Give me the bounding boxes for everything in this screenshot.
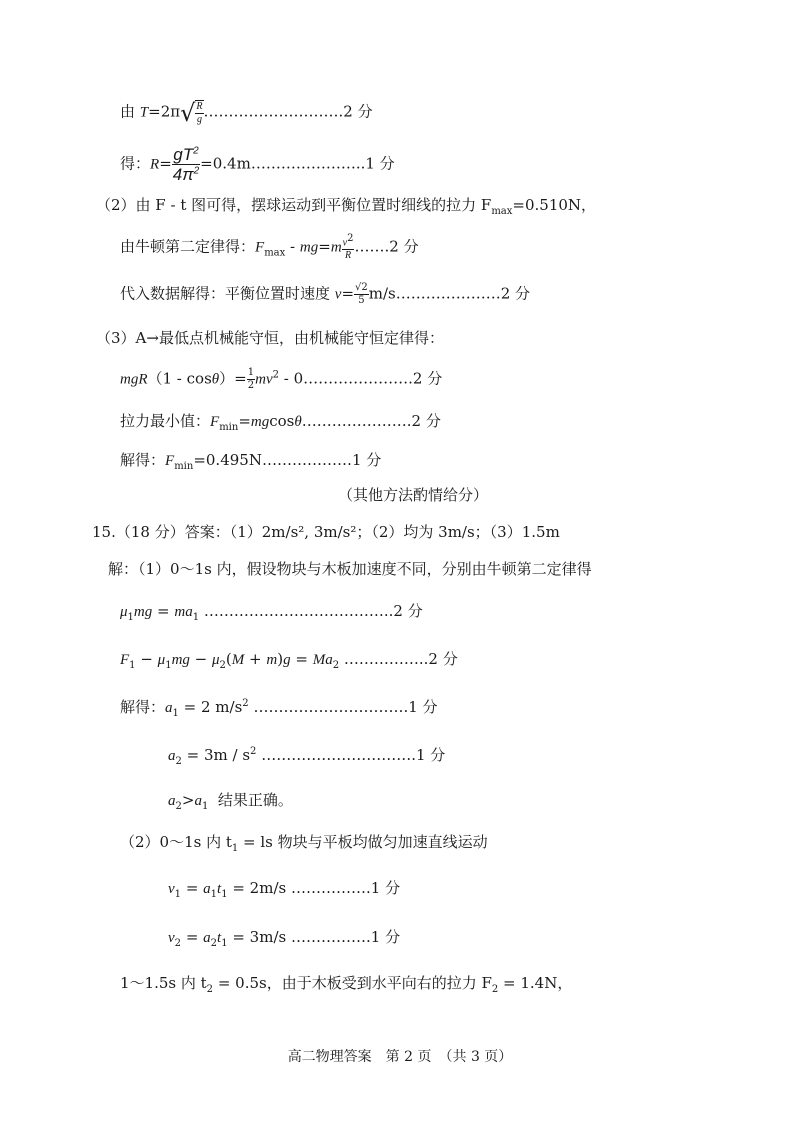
sqrt-expression: √ $\frac{R}{g}$ <box>180 98 203 127</box>
formula-period: 由 T=2π √ $\frac{R}{g}$ ……………………….2 分 <box>120 98 373 127</box>
leader-dots: ……………… <box>261 451 352 469</box>
fraction-gT2-4pi2: $\frac{gT^2}{4\pi^2}$ <box>172 145 200 184</box>
leader-dots: …………………. <box>303 369 413 388</box>
fraction-v2-R: $\frac{v^2}{R}$ <box>342 233 354 262</box>
equation-board: $F_1 - \mu_1mg - \mu_2(M + m)g = Ma_2$ ……………..2 分 <box>120 650 458 671</box>
text-prefix: 由 <box>120 102 140 121</box>
score: 2 分 <box>412 369 443 388</box>
text-prefix: 代入数据解得：平衡位置时速度 <box>120 284 335 303</box>
part-2-motion <box>120 833 488 855</box>
subscript: 1 <box>231 843 239 854</box>
text: （2）由 F - t 图可得，摆球运动到平衡位置时细线的拉力 F <box>96 196 492 214</box>
equation-block: $\mu_1mg = ma_1$ ………………………………..2 分 <box>120 602 423 623</box>
leader-dots: ………………………. <box>203 102 344 121</box>
leader-dots: …………………. <box>301 412 412 430</box>
text-prefix: 拉力最小值： <box>120 412 211 430</box>
text-prefix: 解得： <box>120 698 166 716</box>
subscript: max <box>491 206 513 217</box>
text: 解：（1）0～1s 内，假设物块与木板加速度不同，分别由牛顿第二定律得 <box>108 560 592 578</box>
velocity-result: 代入数据解得：平衡位置时速度 v= $\frac{√2}{5}$ m/s…………………2 分 <box>120 282 531 306</box>
result-a1: 解得：$a_1 = 2$ $m/s^2$ ………………………….1 分 <box>120 698 438 719</box>
solution-intro <box>108 560 592 578</box>
score: 2 分 <box>393 602 423 620</box>
page-footer <box>0 1046 800 1066</box>
formula-radius: 得：R= $\frac{gT^2}{4\pi^2}$ =0.4m…………………..1 分 <box>120 145 395 184</box>
subscript: 2 <box>206 984 214 995</box>
part-2-intro <box>96 196 596 218</box>
text-mid: = 0.5s，由于木板受到水平向右的拉力 F <box>213 974 492 992</box>
subscript: 2 <box>491 984 499 995</box>
text-prefix: 得： <box>120 154 151 173</box>
fraction-sqrt2-5: $\frac{√2}{5}$ <box>355 282 368 306</box>
unit: m/s <box>368 284 396 303</box>
text-tail: = ls 物块与平板均做匀加速直线运动 <box>238 833 488 851</box>
min-tension: 拉力最小值：$F_{min}=mgcos\theta\dots\dots\dots\dots\dots\dots\dots.2$ 分 <box>120 412 441 433</box>
question-15-answer <box>92 523 560 541</box>
score: 1 分 <box>351 451 382 469</box>
footer-text: 高二物理答案 第 2 页 （共 3 页） <box>287 1049 513 1065</box>
score: 1 分 <box>365 154 395 173</box>
result-value: =0.495N <box>193 451 262 469</box>
result-check: $a_2>a_1$ 结果正确。 <box>168 791 293 812</box>
velocity-v2: $v_2 = a_2t_1 = 3m/s$ …………….1 分 <box>168 928 401 949</box>
text-tail: =0.510N， <box>512 196 597 214</box>
text: 结果正确。 <box>217 791 293 809</box>
leader-dots: ……………………………….. <box>203 602 394 620</box>
leader-dots: …………………………. <box>253 698 409 716</box>
text: （2）0～1s 内 t <box>120 833 232 851</box>
leader-dots: ……………. <box>290 879 371 897</box>
score: 1 分 <box>415 746 446 764</box>
leader-dots: ……………. <box>290 928 371 946</box>
result-a2: $a_2 = 3m / s^2$ ………………………….1 分 <box>168 746 446 767</box>
energy-conservation: mgR（1 - cosθ）= $\frac{1}{2}$ $mv^2$ - 0………………….2 分 <box>120 367 443 391</box>
text-prefix: 由牛顿第二定律得： <box>120 237 256 256</box>
result-value: =0.4m <box>200 154 251 173</box>
leader-dots: …………………………. <box>261 746 416 764</box>
score: 2 分 <box>428 650 458 668</box>
leader-dots: …………….. <box>343 650 429 668</box>
leader-dots: ………………… <box>395 284 501 303</box>
score: 2 分 <box>343 102 373 121</box>
text-prefix: 解得： <box>120 451 166 469</box>
text-tail: = 1.4N， <box>498 974 573 992</box>
other-methods-note <box>338 486 488 504</box>
score: 1 分 <box>370 879 401 897</box>
score: 2 分 <box>411 412 441 430</box>
text: （3）A→最低点机械能守恒，由机械能守恒定律得： <box>96 329 444 347</box>
leader-dots: ……. <box>354 237 390 256</box>
score: 1 分 <box>408 698 438 716</box>
newton-second-law: 由牛顿第二定律得：$F_{max} - mg=m$ $\frac{v^2}{R}$ …….2 分 <box>120 233 419 262</box>
score: 2 分 <box>389 237 419 256</box>
velocity-v1: $v_1 = a_1t_1 = 2m/s$ …………….1 分 <box>168 879 401 900</box>
text: 1～1.5s 内 t <box>120 974 207 992</box>
score: 2 分 <box>500 284 531 303</box>
leader-dots: ………………….. <box>250 154 366 173</box>
fraction-1-2: $\frac{1}{2}$ <box>247 367 255 391</box>
score: 1 分 <box>370 928 401 946</box>
part-3-intro <box>96 329 444 347</box>
text: 15.（18 分）答案：（1）2m/s², 3m/s²；（2）均为 3m/s；（3）1.5m <box>92 523 560 541</box>
interval-1-1.5s <box>120 974 572 996</box>
min-tension-result: 解得：$F_{min}=0.495N\dots\dots\dots\dots\dots\dots 1$ 分 <box>120 451 382 472</box>
text: （其他方法酌情给分） <box>338 486 489 504</box>
